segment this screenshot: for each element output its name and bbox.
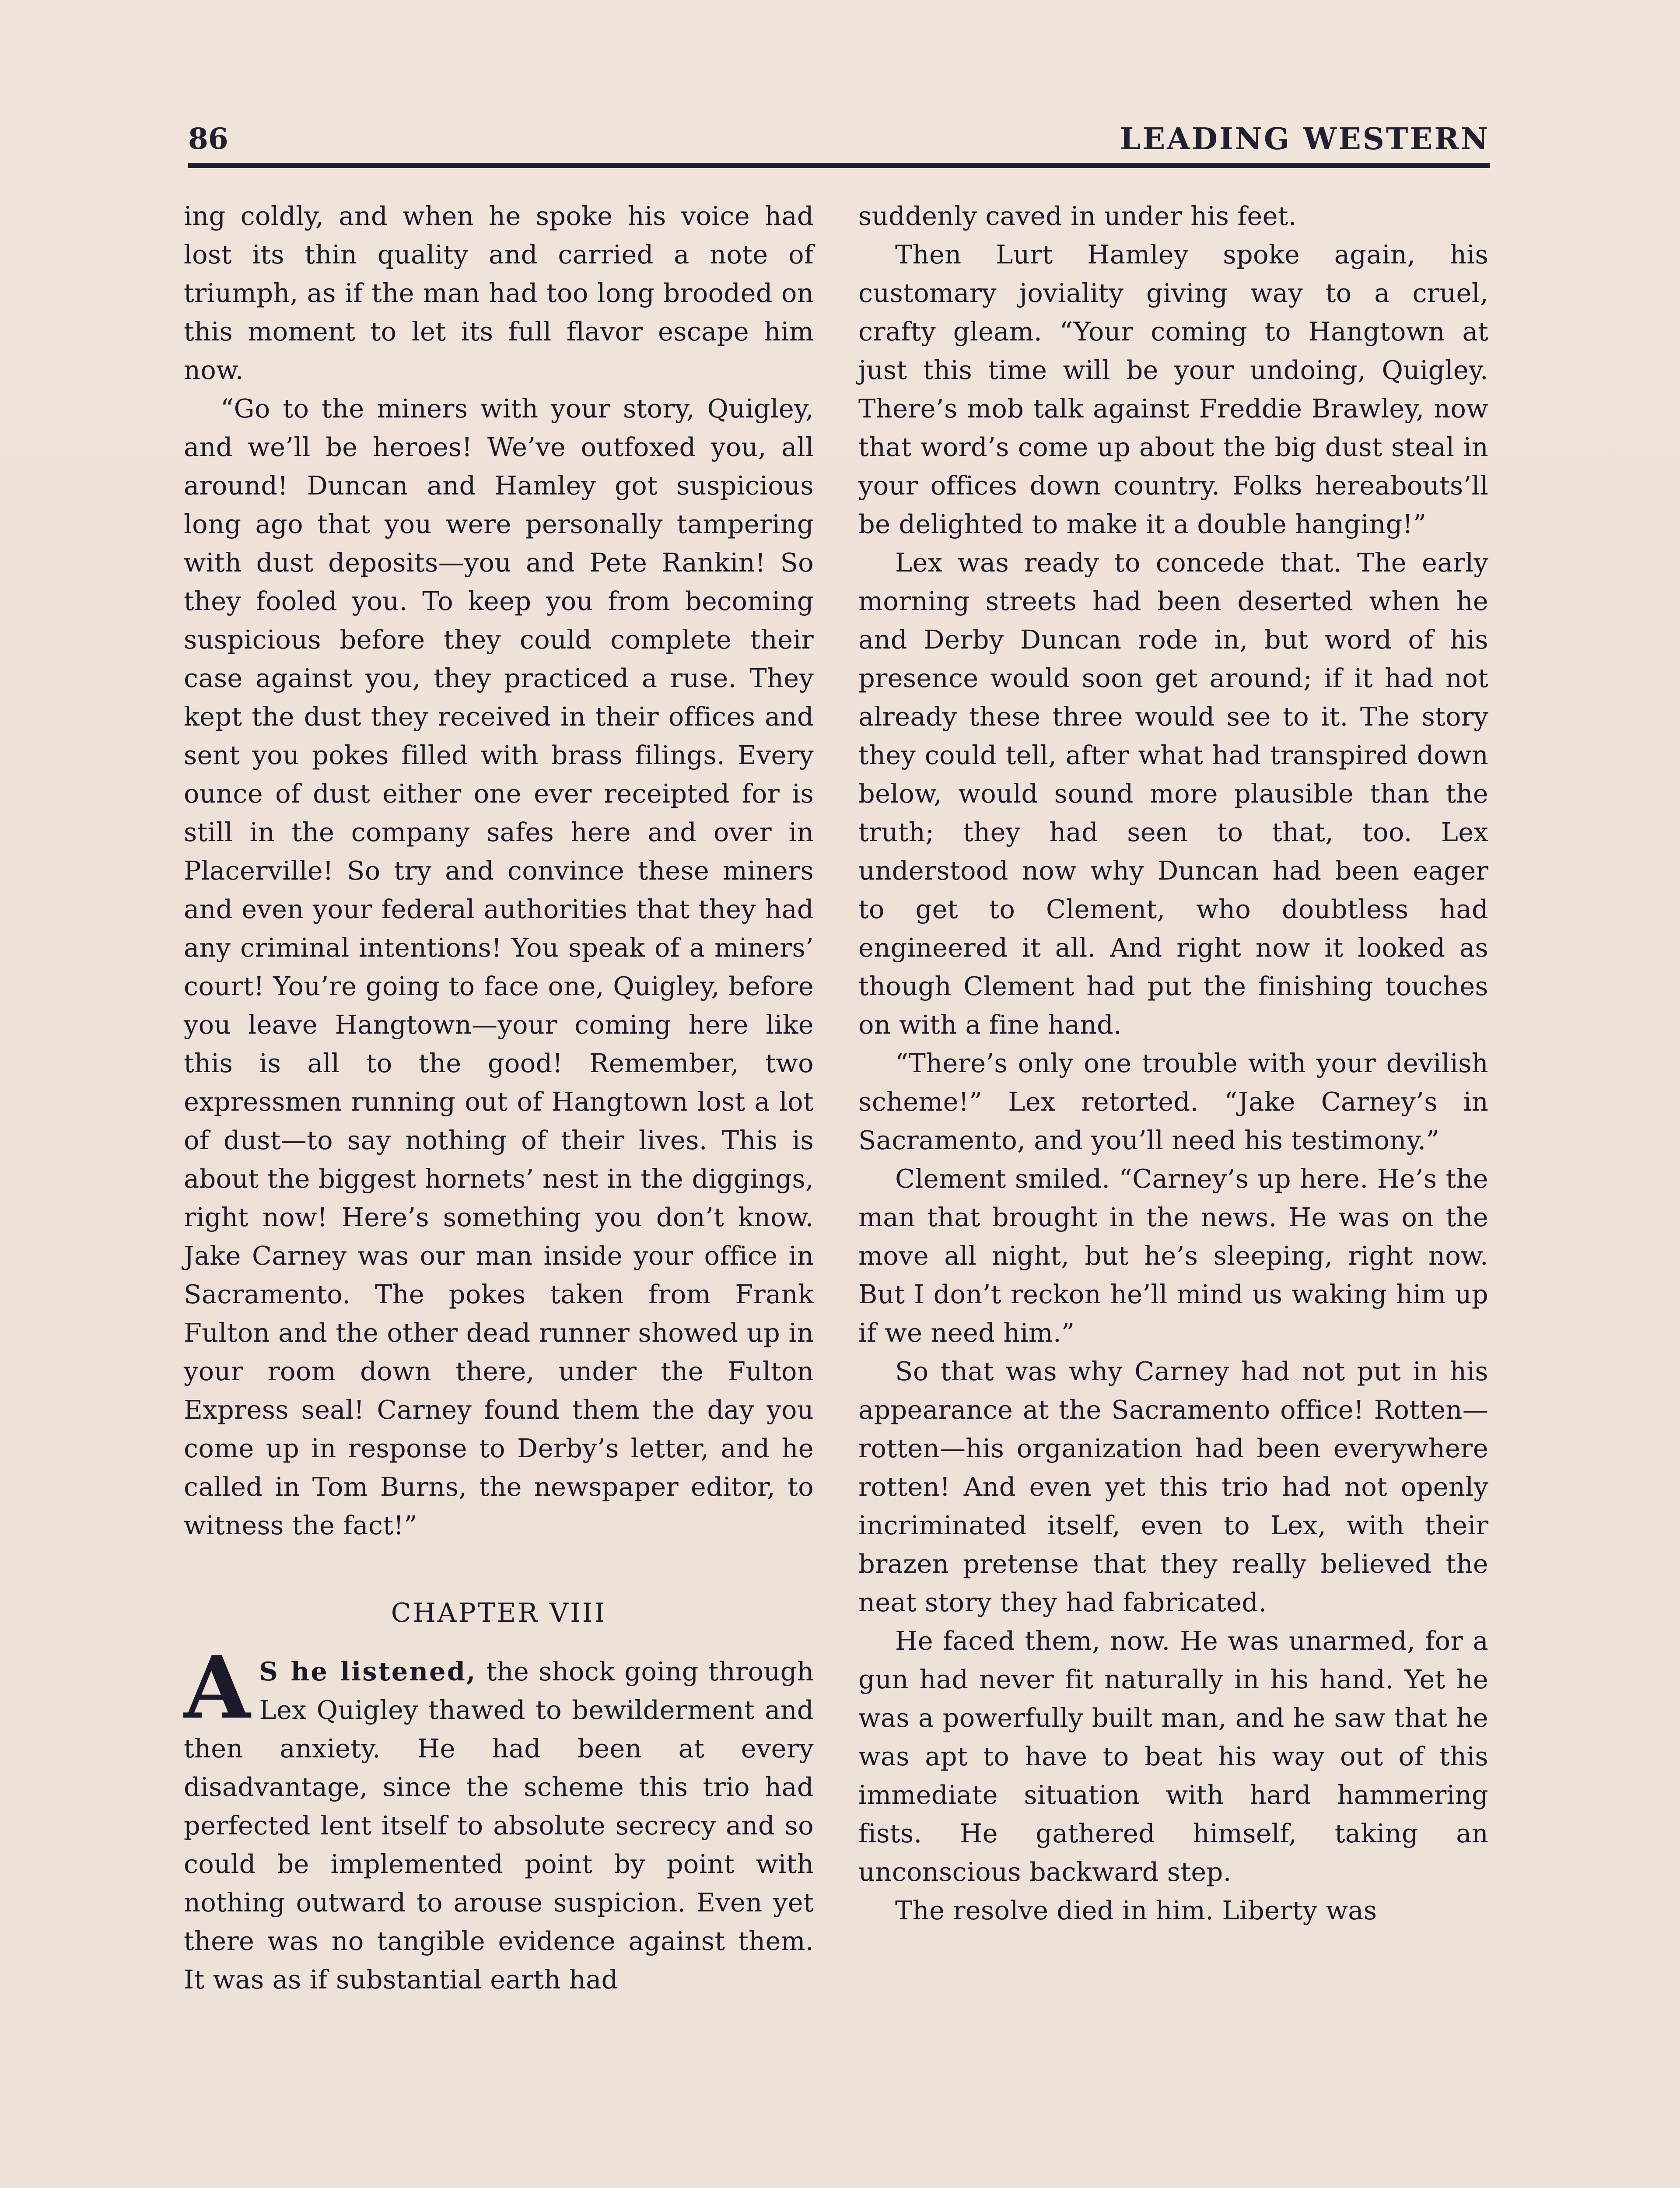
page-number: 86 [188,122,228,156]
paragraph: Clement smiled. “Carney’s up here. He’s the man that brought in the news. He was on the move all night, but he’s sleeping, right now. But I don’t reckon he’ll mind us waking him up if we need him.” [858,1164,1488,1348]
paragraph: ing coldly, and when he spoke his voice had lost its thin quality and carried a note of triumph, as if the man had too long brooded on this moment to let its full flavor escape him now. [184,201,814,385]
chapter-heading: CHAPTER VIII [391,1598,607,1628]
paragraph: Then Lurt Hamley spoke again, his customary joviality giving way to a cruel, crafty gleam. “Your coming to Hangtown at just this time will be your undoing, Quigley. There’s mob talk against Freddie Brawley, now that word’s come up about the big dust steal in your offices down country. Folks hereabouts’ll be delighted to make it a double hanging!” [858,239,1488,539]
paragraph: He faced them, now. He was unarmed, for a gun had never fit naturally in his hand. Yet he was a powerfully built man, and he saw that he was apt to have to beat his way out of this immediate situation with hard hammering fists. He gathered himself, taking an unconscious backward step. [858,1626,1488,1887]
drop-cap: A [184,1637,251,1738]
header-divider [188,163,1490,168]
chapter-text: the shock going through Lex Quigley thawed to bewilderment and then anxiety. He had been at every disadvantage, since the scheme this trio had perfected lent itself to absolute secrecy and so could be implemented point by point with nothing outward to arouse suspicion. Even yet there was no tangible evidence against them. It was as if substantial earth had [184,1656,814,1995]
left-column [184,197,814,1999]
paragraph: The resolve died in him. Liberty was [895,1895,1377,1925]
paragraph: “Go to the miners with your story, Quigley, and we’ll be heroes! We’ve outfoxed you, all around! Duncan and Hamley got suspicious long ago that you were personally tampering with dust deposits—you and Pete Rankin! So they fooled you. To keep you from becoming suspicious before they could complete their case against you, they practiced a ruse. They kept the dust they received in their offices and sent you pokes filled with brass filings. Every ounce of dust either one ever receipted for is still in the company safes here and over in Placerville! So try and convince these miners and even your federal authorities that they had any criminal intentions! You speak of a miners’ court! You’re going to face one, Quigley, before you leave Hangtown—your coming here like this is all to the good! Remember, two expressmen running out of Hangtown lost a lot of dust—to say nothing of their lives. This is about the biggest hornets’ nest in the diggings, right now! Here’s something you don’t know. Jake Carney was our man inside your office in Sacramento. The pokes taken from Frank Fulton and the other dead runner showed up in your room down there, under the Fulton Express seal! Carney found them the day you come up in response to Derby’s letter, and he called in Tom Burns, the newspaper editor, to witness the fact!” [184,393,814,1540]
right-column [858,197,1488,1930]
paragraph: “There’s only one trouble with your devilish scheme!” Lex retorted. “Jake Carney’s in Sacramento, and you’ll need his testimony.” [858,1048,1488,1155]
page-header [188,119,1490,163]
chapter-opening-paragraph [184,1637,814,1999]
chapter-first-words: S he listened, [259,1656,477,1687]
paragraph: So that was why Carney had not put in his appearance at the Sacramento office! Rotten—rotten—his organization had been everywhere rotten! And even yet this trio had not openly incriminated itself, even to Lex, with their brazen pretense that they really believed the neat story they had fabricated. [858,1356,1488,1617]
paragraph: suddenly caved in under his feet. [858,201,1297,231]
paragraph: Lex was ready to concede that. The early morning streets had been deserted when he and Derby Duncan rode in, but word of his presence would soon get around; if it had not already these three would see to it. The story they could tell, after what had transpired down below, would sound more plausible than the truth; they had seen to that, too. Lex understood now why Duncan had been eager to get to Clement, who doubtless had engineered it all. And right now it looked as though Clement had put the finishing touches on with a fine hand. [858,547,1488,1040]
magazine-title: LEADING WESTERN [1120,122,1490,157]
